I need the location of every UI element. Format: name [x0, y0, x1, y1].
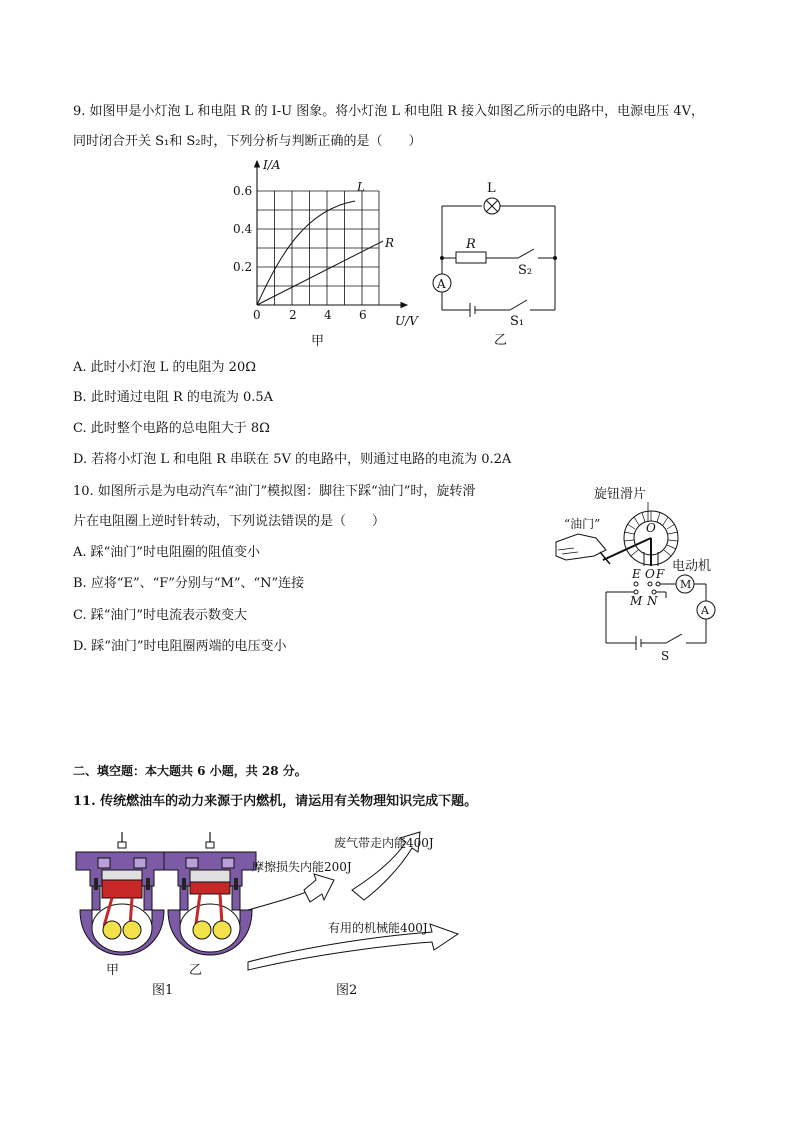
line-R-label: R: [385, 236, 395, 250]
q9-line1: 9. 如图甲是小灯泡 L 和电阻 R 的 I-U 图象。将小灯泡 L 和电阻 R 接入如图乙所示的电路中，电源电压 4V，: [73, 104, 704, 119]
y-tick-0.2: 0.2: [233, 260, 253, 274]
section2-heading: 二、填空题：本大题共 6 小题，共 28 分。: [73, 764, 307, 778]
motor-symbol-label: M: [680, 578, 692, 591]
engine-label-left: 甲: [106, 963, 120, 978]
switch-s-blade: [666, 634, 682, 643]
curve-L-label: L: [357, 180, 365, 194]
q10-option-b: B. 应将“E”、“F”分别与“M”、“N”连接: [73, 576, 305, 591]
motor-text: 电动机: [672, 559, 712, 574]
q9-option-b: B. 此时通过电阻 R 的电流为 0.5A: [73, 390, 274, 405]
y-tick-0.4: 0.4: [233, 222, 253, 236]
line-R: [257, 241, 383, 305]
q9-option-d: D. 若将小灯泡 L 和电阻 R 串联在 5V 的电路中，则通过电路的电流为 0.2A: [73, 452, 512, 467]
switch-s-label: S: [661, 649, 670, 663]
q10-line1: 10. 如图所示是为电动汽车“油门”模拟图：脚往下踩“油门”时，旋转滑: [73, 484, 476, 499]
q9-option-a: A. 此时小灯泡 L 的电阻为 20Ω: [73, 360, 257, 375]
x-axis-label: U/V: [395, 314, 418, 328]
terminal-F: F: [656, 567, 665, 581]
foot-shape: [556, 534, 606, 560]
energy-flow-figure: [244, 830, 474, 1005]
switch1-blade: [510, 300, 527, 310]
figure1-caption: 图1: [152, 983, 174, 998]
useful-label: 有用的机械能400J: [328, 921, 428, 935]
resistor-label: R: [466, 237, 476, 252]
lamp-label: L: [487, 181, 496, 196]
q10-option-c: C. 踩“油门”时电流表示数变大: [73, 608, 248, 623]
iu-graph: [225, 155, 425, 349]
switch2-blade: [518, 249, 534, 258]
figure2-caption: 图2: [336, 983, 358, 998]
circuit-caption: 乙: [494, 333, 508, 348]
switch2-label: S₂: [518, 263, 533, 278]
switch1-label: S₁: [510, 314, 525, 329]
ammeter-label-q10: A: [701, 604, 709, 617]
slider-label: 旋钮滑片: [594, 487, 647, 502]
graph-caption: 甲: [311, 334, 325, 349]
engine-right: [164, 832, 256, 955]
center-label: O: [646, 521, 656, 535]
curve-L: [257, 201, 355, 305]
terminal-O: O: [645, 567, 655, 581]
friction-label: 摩擦损失内能200J: [252, 860, 352, 874]
circuit-diagram: [430, 178, 570, 348]
x-tick-0: 0: [253, 308, 261, 322]
q9-option-c: C. 此时整个电路的总电阻大于 8Ω: [73, 421, 270, 436]
q10-option-a: A. 踩“油门”时电阻圈的阻值变小: [73, 545, 260, 560]
graph-grid: [257, 191, 379, 305]
terminal-N: N: [647, 594, 658, 608]
friction-arrow: [304, 874, 334, 902]
accelerator-figure: [548, 480, 748, 665]
exhaust-label: 废气带走内能400J: [334, 836, 434, 850]
q10-line2: 片在电阻圈上逆时针转动，下列说法错误的是（ ）: [73, 514, 386, 529]
engine-figure: [72, 830, 242, 1005]
x-tick-2: 2: [289, 308, 297, 322]
terminal-E: E: [632, 567, 641, 581]
resistor-symbol: [456, 252, 486, 263]
engine-left: [76, 832, 168, 955]
x-tick-6: 6: [359, 308, 367, 322]
q10-option-d: D. 踩“油门”时电阻圈两端的电压变小: [73, 639, 287, 654]
y-axis-label: I/A: [263, 158, 281, 172]
ammeter-label: A: [437, 277, 446, 291]
y-tick-0.6: 0.6: [233, 184, 253, 198]
pedal-label: “油门”: [564, 517, 601, 531]
q9-line2: 同时闭合开关 S₁和 S₂时，下列分析与判断正确的是（ ）: [73, 134, 422, 149]
x-tick-4: 4: [324, 308, 332, 322]
q11-line1: 11. 传统燃油车的动力来源于内燃机，请运用有关物理知识完成下题。: [73, 794, 478, 809]
terminal-M: M: [630, 594, 643, 608]
engine-label-right: 乙: [189, 963, 203, 978]
